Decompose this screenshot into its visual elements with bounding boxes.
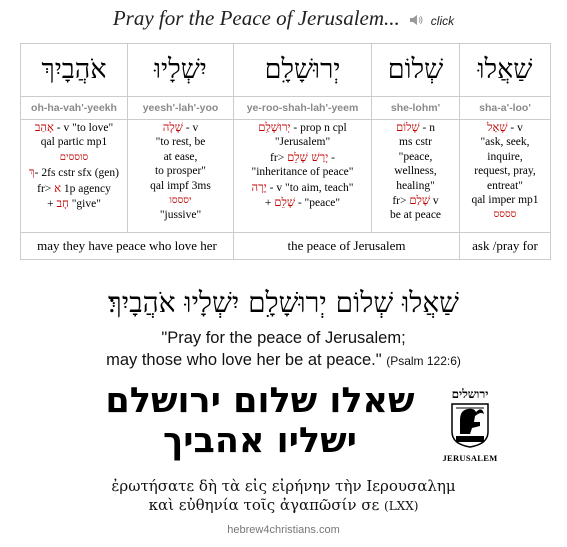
grammar-cell — [460, 120, 551, 233]
grammar-line: "to rest, be — [155, 136, 206, 149]
grammar-line: יְרוּשָׁלַ͏ִם - prop n cpl — [258, 120, 347, 134]
grammar-line: request, pray, — [474, 165, 536, 178]
emblem-hebrew: ירושלים — [451, 387, 489, 401]
grammar-line: healing" — [396, 179, 435, 192]
grammar-line: "Jerusalem" — [274, 136, 331, 149]
grammar-line: יסססו — [169, 195, 192, 207]
grammar-line: fr> יָרַשׁ שָׁלֵם - — [270, 149, 335, 164]
grammar-line: qal imper mp1 — [471, 194, 539, 207]
lxx-label: (LXX) — [384, 499, 419, 513]
hebrew-word: יִשְׁלָיוּ — [128, 44, 234, 97]
block-hebrew-line-1: שאלו שלום ירושלם — [105, 381, 415, 421]
verse-reference: (Psalm 122:6) — [386, 354, 461, 368]
greek-line-2 — [0, 496, 567, 514]
grammar-line: + חָב "give" — [47, 196, 101, 211]
greek-line-2-text: καὶ εὐθηνία τοῖς ἀγαπῶσίν σε — [148, 496, 380, 514]
grammar-line: יָרָה - v "to aim, teach" — [251, 179, 354, 194]
site-credit[interactable]: hebrew4christians.com — [227, 524, 340, 536]
grammar-line: "peace, — [398, 150, 433, 163]
grammar-line: qal partic mp1 — [40, 136, 108, 149]
grammar-cell — [234, 120, 372, 233]
grammar-line: + שָׁלֵם - "peace" — [264, 195, 341, 210]
grammar-line: "jussive" — [159, 209, 202, 222]
transliteration: oh-ha-vah'-yeekh — [21, 97, 128, 120]
grammar-line: שָׁאַל - v — [487, 120, 523, 134]
hebrew-word: שְׁלוֹם — [372, 44, 460, 97]
click-link[interactable]: click — [430, 14, 455, 28]
transliteration-row — [21, 97, 551, 120]
jerusalem-emblem — [442, 387, 498, 463]
emblem-latin: JERUSALEM — [442, 453, 498, 463]
grammar-line: at ease, — [163, 150, 198, 163]
grammar-line: ms cstr — [399, 136, 432, 149]
hebrew-word: שַׁאֲלוּ — [460, 44, 551, 97]
grammar-line: ךְ- 2fs cstr sfx (gen) — [29, 165, 119, 180]
hebrew-word: יְרוּשָׁלָ͏ִם — [234, 44, 372, 97]
title-row — [0, 6, 567, 31]
grammar-row — [21, 120, 551, 233]
transliteration: ye-roo-shah-lah'-yeem — [234, 97, 372, 120]
grammar-line: qal impf 3ms — [150, 179, 211, 192]
grammar-line: אָהַב - v "to love" — [34, 120, 114, 134]
gloss-ask: ask /pray for — [460, 233, 551, 260]
translation-line-1: "Pray for the peace of Jerusalem; — [161, 329, 406, 347]
hebrew-word: אֹהֲבָיִךְ — [21, 44, 128, 97]
gloss-love-her: may they have peace who love her — [21, 233, 234, 260]
transliteration: sha-a'-loo' — [460, 97, 551, 120]
translation-line-2-text: may those who love her be at peace." — [106, 351, 382, 369]
grammar-line: סוססים — [59, 151, 89, 163]
grammar-line: שָׁלוֹם - n — [396, 120, 435, 134]
grammar-line: wellness, — [394, 165, 437, 178]
word-table — [20, 43, 551, 260]
grammar-line: "ask, seek, — [480, 136, 530, 149]
grammar-cell — [128, 120, 234, 233]
speaker-icon[interactable] — [410, 14, 424, 26]
hebrew-verse: שַׁאֲלוּ שְׁלוֹם יְרוּשָׁלָ͏ִם יִשְׁלָיוּ אֹהֲבָיִךְ׃ — [108, 286, 459, 319]
block-hebrew-line-2: ישליו אהביך — [163, 421, 357, 461]
grammar-cell — [21, 120, 128, 233]
grammar-line: "inheritance of peace" — [251, 166, 354, 179]
grammar-line: entreat" — [487, 179, 523, 192]
grammar-cell — [372, 120, 460, 233]
grammar-line: inquire, — [487, 150, 523, 163]
grammar-line: שָׁלָה - v — [162, 120, 199, 134]
grammar-line: fr> א 1p agency — [37, 180, 111, 195]
transliteration: she-lohm' — [372, 97, 460, 120]
grammar-line: fr> שָׁלַם v — [392, 193, 439, 208]
grammar-line: סססס — [493, 209, 517, 221]
transliteration: yeesh'-lah'-yoo — [128, 97, 234, 120]
gloss-row — [21, 233, 551, 260]
jerusalem-lion-emblem-icon — [448, 402, 492, 448]
translation-line-2 — [0, 351, 567, 370]
grammar-line: be at peace — [389, 209, 442, 222]
page-title: Pray for the Peace of Jerusalem... — [112, 6, 400, 30]
gloss-peace-of-jerusalem: the peace of Jerusalem — [234, 233, 460, 260]
greek-line-1: ἐρωτήσατε δὴ τὰ εἰς εἰρήνην τὴν Ιερουσαλημ — [111, 477, 456, 495]
grammar-line: to prosper" — [154, 165, 206, 178]
hebrew-word-row — [21, 44, 551, 97]
